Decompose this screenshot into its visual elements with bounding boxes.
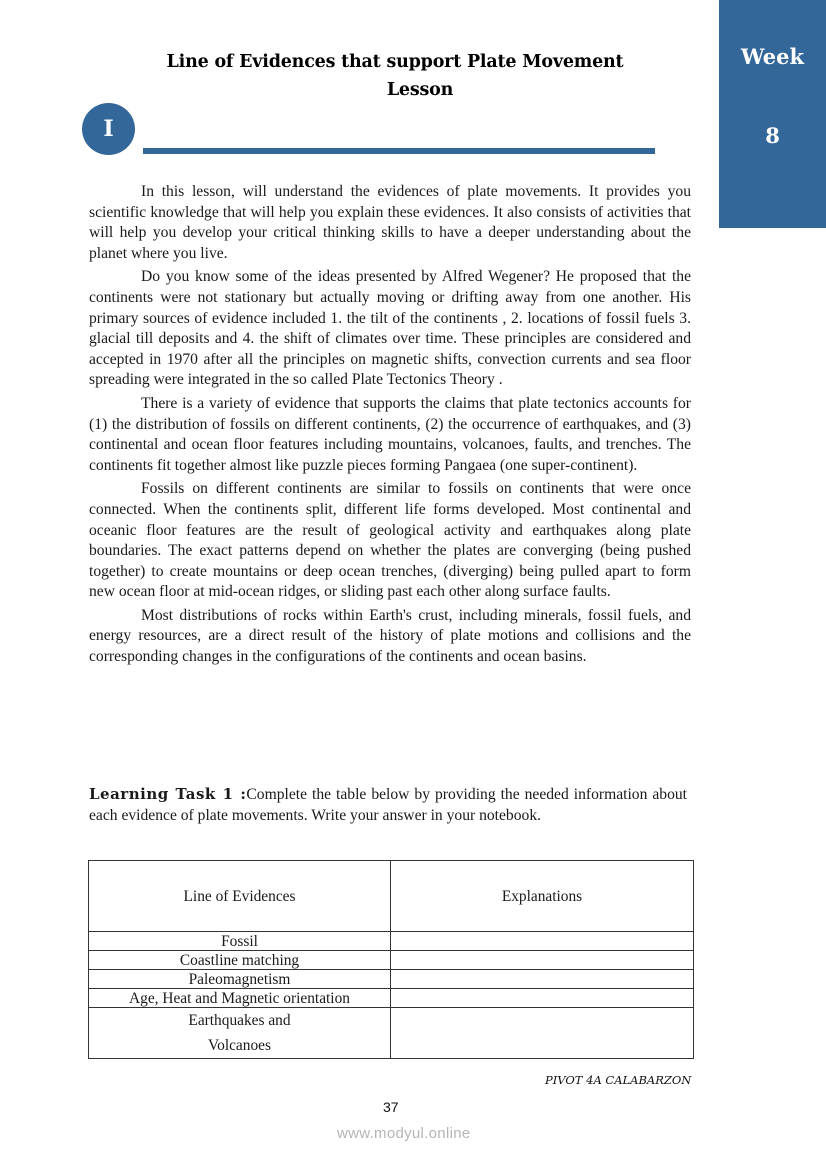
footer-organization: PIVOT 4A CALABARZON — [545, 1073, 692, 1087]
page-number: 37 — [383, 1099, 399, 1115]
explanation-cell — [391, 989, 694, 1008]
lesson-body — [89, 182, 691, 671]
evidence-cell: Fossil — [89, 932, 391, 951]
watermark: www.modyul.online — [337, 1125, 471, 1142]
learning-task — [89, 784, 687, 826]
table-row — [89, 932, 694, 951]
learning-task-label: Learning Task 1 : — [89, 785, 247, 803]
evidence-cell: Coastline matching — [89, 951, 391, 970]
section-divider-bar — [143, 148, 655, 154]
week-panel — [719, 0, 826, 228]
evidence-cell: Paleomagnetism — [89, 970, 391, 989]
evidence-cell-line1: Earthquakes and — [188, 1012, 291, 1029]
explanation-cell — [391, 1008, 694, 1059]
week-label: Week — [740, 44, 805, 69]
explanation-cell — [391, 970, 694, 989]
table-row — [89, 970, 694, 989]
paragraph-evidence-variety: There is a variety of evidence that supports the claims that plate tectonics accounts for (1) the distribution of fossils on different continents, (2) the occurrence of earthquakes, and (3) continental and ocean floor features including mountains, volcanoes, faults, and trenches. The continents fit together almost like puzzle pieces forming Pangaea (one super-continent). — [89, 394, 691, 474]
header-explanations: Explanations — [391, 861, 694, 932]
explanation-cell — [391, 951, 694, 970]
evidence-table — [88, 860, 694, 1059]
learning-task-instructions: Complete the table below by providing the needed information about each evidence of plate movements. Write your answer in your notebook. — [89, 786, 688, 824]
table-row — [89, 989, 694, 1008]
header-line-of-evidences: Line of Evidences — [89, 861, 391, 932]
paragraph-intro: In this lesson, will understand the evidences of plate movements. It provides you scientific knowledge that will help you explain these evidences. It also consists of activities that will help you develop your critical thinking skills to have a deeper understanding about the planet where you live. — [89, 183, 691, 262]
section-badge: I — [82, 103, 135, 155]
lesson-title: Line of Evidences that support Plate Movement — [166, 52, 624, 72]
evidence-cell: Age, Heat and Magnetic orientation — [89, 989, 391, 1008]
lesson-subtitle: Lesson — [386, 80, 454, 100]
table-header-row — [89, 861, 694, 932]
evidence-cell — [89, 1008, 391, 1059]
week-number: 8 — [765, 123, 780, 148]
table-row — [89, 1008, 694, 1059]
paragraph-rock-distribution: Most distributions of rocks within Earth's crust, including minerals, fossil fuels, and energy resources, are a direct result of the history of plate motions and collisions and the corresponding changes in the configurations of the continents and ocean basins. — [89, 606, 691, 666]
evidence-cell-line2: Volcanoes — [208, 1037, 271, 1054]
paragraph-fossils: Fossils on different continents are similar to fossils on continents that were once connected. When the continents split, different life forms developed. Most continental and oceanic floor features are the result of geological activity and earthquakes along plate boundaries. The exact patterns depend on whether the plates are converging (being pushed together) to create mountains or deep ocean trenches, (diverging) being pulled apart to form new ocean floor at mid-ocean ridges, or sliding past each other along surface faults. — [89, 480, 691, 601]
table-row — [89, 951, 694, 970]
explanation-cell — [391, 932, 694, 951]
paragraph-wegener: Do you know some of the ideas presented by Alfred Wegener? He proposed that the continents were not stationary but actually moving or drifting away from one another. His primary sources of evidence included 1. the tilt of the continents , 2. locations of fossil fuels 3. glacial till deposits and 4. the shift of climates over time. These principles are considered and accepted in 1970 after all the principles on magnetic shifts, convection currents and sea floor spreading were integrated in the so called Plate Tectonics Theory . — [89, 268, 691, 389]
